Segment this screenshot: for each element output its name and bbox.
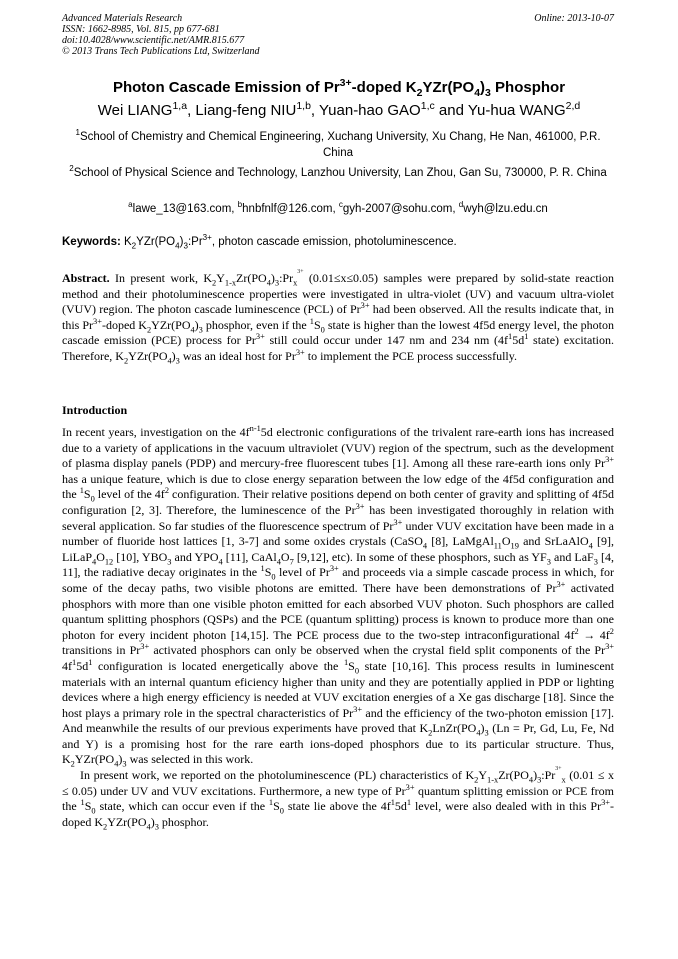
abstract-text: In present work, $K_2Y_{1-x}Zr(PO_4)_3:Pr_x^{^{3+}}$ (0.01≤x≤0.05) samples were prepared by solid-state reaction method and their photoluminescence properties were investigated in ultra-violet (UV) and vacuum ultra-violet (VUV) region. The photon cascade luminescence (PCL) of $Pr^{3+}$ had been observed. All the results indicate that, in this $Pr^{3+}$-doped $K_2YZr(PO_4)_3$ phosphor, even if the $^1S_0$ state is higher than the lowest 4f5d energy level, the photon cascade emission (PCE) process for $Pr^{3+}$ still could occur under 147 nm and 234 nm ($4f^15d^1$ state) excitation. Therefore, $K_2YZr(PO_4)_3$ was an ideal host for $Pr^{3+}$ to implement the PCE process successfully. [62,269,615,366]
affiliation-1: $^1$School of Chemistry and Chemical Engineering, Xuchang University, Xu Chang, He Nan, 461000, P.R. China [75,128,601,159]
paper-title: Photon Cascade Emission of $Pr^{3+}$-doped $K_2YZr(PO_4)_3$ Phosphor [112,77,566,99]
copyright-line: © 2013 Trans Tech Publications Ltd, Switzerland [62,46,260,57]
intro-paragraph-2: In present work, we reported on the photoluminescence (PL) characteristics of $K_2Y_{1-x}Zr(PO_4)_3:Pr^{^{3+}}_x$ (0.01 ≤ x ≤ 0.05) under UV and VUV excitations. Furthermore, a new type of $Pr^{3+}$ quantum splitting emission or PCE from the $^1S_0$ state, which can occur even if the $^1S_0$ state lie above the $4f^15d^1$ level, were also dealed with in this $Pr^{3+}$-doped $K_2YZr(PO_4)_3$ phosphor. [62,766,614,832]
keywords-label: Keywords: [62,236,121,248]
keywords-text: $K_2YZr(PO_4)_3:Pr^{3+}$, photon cascade emission, photoluminescence. [124,233,457,251]
abstract-label: Abstract. [62,271,110,285]
author-emails: $^a$lawe_13@163.com, $^b$hnbfnlf@126.com, $^c$gyh-2007@sohu.com, $^d$wyh@lzu.edu.cn [128,200,548,215]
doi-line: doi:10.4028/www.scientific.net/AMR.815.677 [62,35,245,46]
abstract [62,271,614,365]
introduction-body [62,425,614,830]
journal-header [62,13,614,57]
introduction-heading: Introduction [62,403,128,417]
keywords-line [62,233,614,251]
intro-paragraph-1: In recent years, investigation on the $4f^{n-1}5d$ electronic configurations of the trivalent rare-earth ions has increased due to a variety of applications in the vacuum ultraviolet (VUV) region of the spectrum, such as the development of plasma display panels (PDP) and mercury-free fluorescent tubes [1]. Among all these rare-earth ions only $Pr^{3+}$ has a unique feature, which is due to close energy separation between the low edge of the 4f5d configuration and the $^1S_0$ level of the $4f^2$ configuration. Their relative positions depend on both center of gravity and splitting of 4f5d configuration [2, 3]. Therefore, the luminescence of the $Pr^{3+}$ has been investigated thoroughly in relation with several application. So far studies of the fluorescence spectrum of $Pr^{3+}$ under VUV excitation have been made in a number of fluoride host lattices [1, 3-7] and some oxides crystals (CaSO$_4$ [8], $LaMgAl_{11}O_{19}$ and SrLaAlO$_4$ [9], $LiLaP_4O_{12}$ [10], $YBO_3$ and $YPO_4$ [11], $CaAl_4O_7$ [9,12], etc). In some of these phosphors, such as $YF_3$ and LaF$_3$ [4, 11], the radiative decay originates in the $^1S_0$ level of $Pr^{3+}$ and proceeds via a simple cascade process in which, for some of the decay paths, two visible photons are emitted. There have been demonstrations of $Pr^{3+}$ activated phosphors with more than one visible photon emitted for each absorbed VUV photon. Such phosphors are called quantum splitting phosphors (QSPs) and the PCE (quantum splitting) process is known to produce more than one photon for every incident photon [14,15]. The PCE process due to the two-step intraconfigurational $4f^2 \to 4f^2$ transitions in $Pr^{3+}$ activated phosphors can only be observed when the crystal field split components of the $Pr^{3+}$ $4f^15d^1$ configuration is located energetically above the $^1S_0$ state [10,16]. This process results in luminescent materials with an internal quantum eficiency higher than unity and they are potentially applied in PDP or lighting devices where a high energy efficiency is needed at VUV excitation energies of a Xe gas discharge [18]. Since the host plays a primary role in the spectral characteristics of $Pr^{3+}$ and the efficiency of the two-photon emission [17]. And meanwhile the results of our previous experiments have proved that $K_2LnZr(PO_4)_3$ (Ln = Pr, Gd, Lu, Fe, Nd and Y) is a promising host for the rare earth ions-doped phosphors due to its particular structure. Thus, $K_2YZr(PO_4)_3$ was selected in this work. [62,424,615,769]
affiliation-2: $^2$School of Physical Science and Technology, Lanzhou University, Lan Zhou, Gan Su, 730000, P. R. China [69,164,607,179]
journal-name: Advanced Materials Research [62,13,183,24]
issn-line: ISSN: 1662-8985, Vol. 815, pp 677-681 [62,24,220,35]
online-date: Online: 2013-10-07 [534,13,614,24]
author-list: Wei LIANG$^{1,a}$, Liang-feng NIU$^{1,b}$, Yuan-hao GAO$^{1,c}$ and Yu-hua WANG$^{2,d}$ [97,100,581,119]
